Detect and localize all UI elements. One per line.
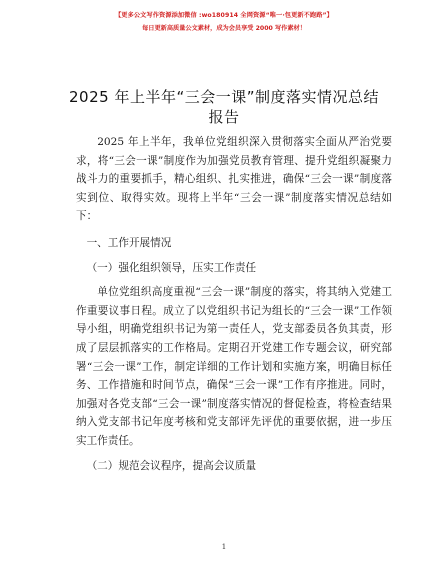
intro-paragraph: 2025 年上半年，我单位党组织深入贯彻落实全面从严治党要求，将“三会一课”制度作为加强党员教育管理、提升党组织凝聚力战斗力的重要抓手，精心组织、扎实推进，确保“三会一课”制度落实到位、取得实效。现将上半年“三会一课”制度落实情况总结如下： bbox=[76, 136, 392, 223]
promo-banner-line-2: 每日更新高质量公文素材，成为会员享受 2000 写作素材！ bbox=[142, 25, 306, 32]
promo-banner bbox=[0, 10, 448, 32]
section-heading-1: 一、工作开展情况 bbox=[86, 236, 172, 249]
document-body bbox=[76, 133, 392, 475]
document-title-line-1: 2025 年上半年“三会一课”制度落实情况总结 bbox=[69, 88, 379, 106]
sub-heading-2: （二）规范会议程序，提高会议质量 bbox=[86, 459, 257, 472]
promo-banner-line-1: 【更多公文写作资源添加微信 :wo180914 全网资源“唯一·包更新不跑路”】 bbox=[115, 12, 333, 19]
page-number: 1 bbox=[221, 543, 227, 551]
document-title-line-2: 报告 bbox=[208, 108, 240, 126]
sub-heading-1: （一）强化组织领导，压实工作责任 bbox=[86, 261, 257, 274]
sub1-paragraph: 单位党组织高度重视“三会一课”制度的落实，将其纳入党建工作重要议事日程。成立了以党组织书记为组长的“三会一课”工作领导小组，明确党组织书记为第一责任人，党支部委员各负其责，形成了层层抓落实的工作格局。定期召开党建工作专题会议，研究部署“三会一课”工作，制定详细的工作计划和实施方案，明确目标任务、工作措施和时间节点，确保“三会一课”工作有序推进。同时，加强对各党支部“三会一课”制度落实情况的督促检查，将检查结果纳入党支部书记年度考核和党支部评先评优的重要依据，进一步压实工作责任。 bbox=[76, 286, 392, 447]
